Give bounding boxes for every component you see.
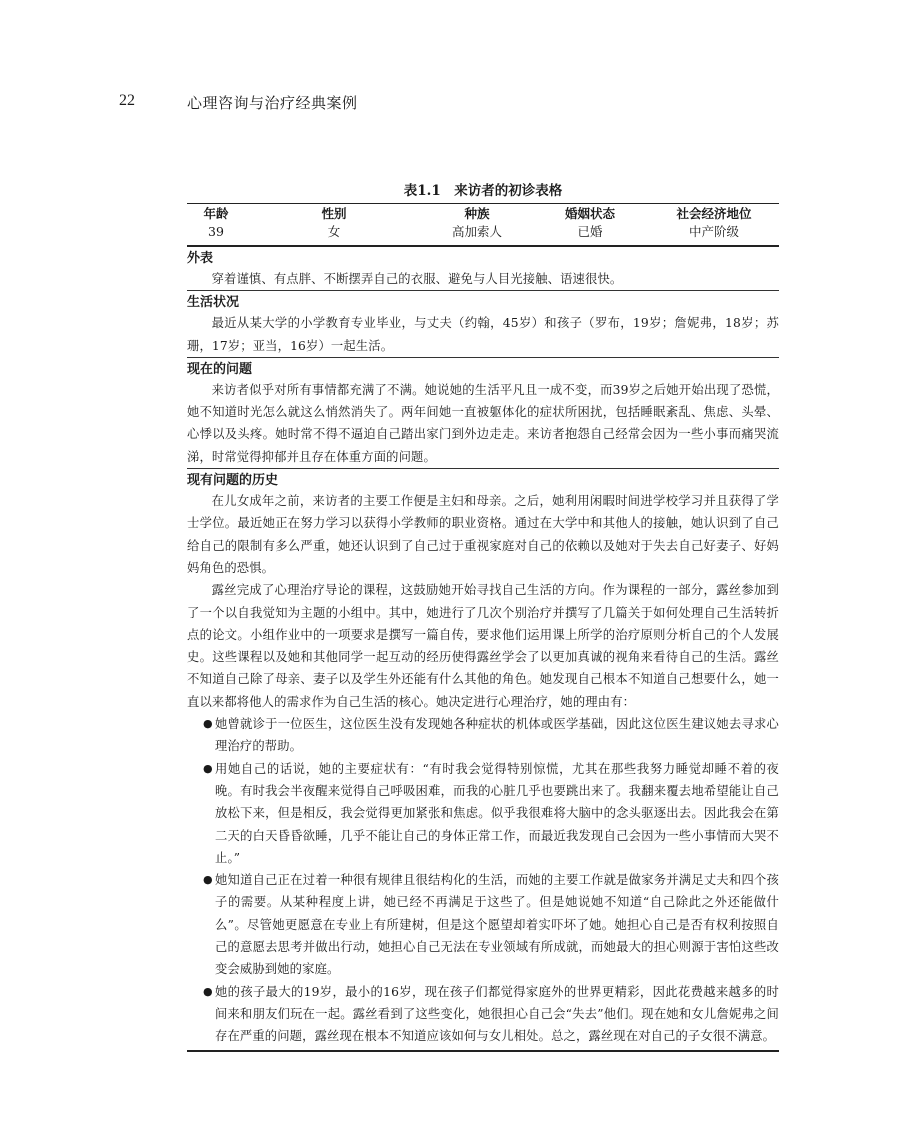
value-marital-status: 已婚 xyxy=(577,224,603,239)
reasons-list xyxy=(187,713,779,1047)
bullet-icon: ● xyxy=(203,717,213,731)
list-item-text: 她曾就诊于一位医生，这位医生没有发现她各种症状的机体或医学基础，因此这位医生建议她去寻求心理治疗的帮助。 xyxy=(215,717,779,754)
section-heading: 现有问题的历史 xyxy=(187,473,279,489)
demographics-header-row xyxy=(187,205,779,223)
list-item xyxy=(205,869,779,980)
table-bottom-rule xyxy=(187,1050,779,1052)
value-age: 39 xyxy=(208,224,224,239)
bullet-icon: ● xyxy=(203,984,213,998)
list-item-text: 她知道自己正在过着一种很有规律且很结构化的生活，而她的主要工作就是做家务并满足丈夫和四个孩子的需要。从某种程度上讲，她已经不再满足于这些了。但是她说她不知道“自己除此之外还能做什么”。尽管她更愿意在专业上有所建树，但是这个愿望却着实吓坏了她。她担心自己是否有权利按照自己的意愿去思考并做出行动，她担心自己无法在专业领域有所成就，而她最大的担心则源于害怕这些改变会威胁到她的家庭。 xyxy=(215,873,779,977)
column-header-marital-status: 婚姻状态 xyxy=(564,206,615,221)
list-item xyxy=(205,981,779,1048)
column-header-age: 年龄 xyxy=(203,206,229,221)
value-ses: 中产阶级 xyxy=(688,224,739,239)
table-caption: 表1.1 来访者的初诊表格 xyxy=(403,183,563,199)
value-gender: 女 xyxy=(327,224,341,239)
column-header-ethnicity: 种族 xyxy=(464,206,490,221)
section-heading: 外表 xyxy=(187,251,214,266)
page-number: 22 xyxy=(119,92,135,109)
section-heading: 现在的问题 xyxy=(187,361,253,377)
section-problem-history xyxy=(187,468,779,1047)
section-heading: 生活状况 xyxy=(187,295,240,311)
column-header-gender: 性别 xyxy=(321,206,347,221)
section-presenting-problem xyxy=(187,357,779,468)
section-living-situation xyxy=(187,290,779,357)
section-paragraph: 来访者似乎对所有事情都充满了不满。她说她的生活平凡且一成不变，而39岁之后她开始出现了恐慌，她不知道时光怎么就这么悄然消失了。两年间她一直被躯体化的症状所困扰，包括睡眠紊乱、焦虑、头晕、心悸以及头疼。她时常不得不逼迫自己踏出家门到外边走走。来访者抱怨自己经常会因为一些小事而痛哭流涕，时常觉得抑郁并且存在体重方面的问题。 xyxy=(187,382,779,464)
table-top-rule xyxy=(187,203,779,204)
list-item xyxy=(205,713,779,758)
value-ethnicity: 高加索人 xyxy=(451,224,502,239)
section-paragraph: 在儿女成年之前，来访者的主要工作便是主妇和母亲。之后，她利用闲暇时间进学校学习并且获得了学士学位。最近她正在努力学习以获得小学教师的职业资格。通过在大学中和其他人的接触，她认识到了自己给自己的限制有多么严重，她还认识到了自己过于重视家庭对自己的依赖以及她对于失去自己好妻子、好妈妈角色的恐惧。 xyxy=(187,494,779,575)
section-paragraph: 最近从某大学的小学教育专业毕业，与丈夫（约翰，45岁）和孩子（罗布，19岁；詹妮弗，18岁；苏珊，17岁；亚当，16岁）一起生活。 xyxy=(187,316,779,353)
section-appearance xyxy=(187,247,779,290)
bullet-icon: ● xyxy=(203,873,213,887)
list-item-text: 用她自己的话说，她的主要症状有：“有时我会觉得特别惊慌，尤其在那些我努力睡觉却睡不着的夜晚。有时我会半夜醒来觉得自己呼吸困难，而我的心脏几乎也要跳出来了。我翻来覆去地希望能让自己放松下来，但是相反，我会觉得更加紧张和焦虑。似乎我很难将大脑中的念头驱逐出去。因此我会在第二天的白天昏昏欲睡，几乎不能让自己的身体正常工作，而最近我发现自己会因为一些小事情而大哭不止。” xyxy=(215,761,779,865)
section-paragraph: 穿着谨慎、有点胖、不断摆弄自己的衣服、避免与人目光接触、语速很快。 xyxy=(211,272,623,286)
column-header-ses: 社会经济地位 xyxy=(676,206,752,221)
list-item xyxy=(205,758,779,869)
intake-table xyxy=(187,181,779,1052)
list-item-text: 她的孩子最大的19岁，最小的16岁，现在孩子们都觉得家庭外的世界更精彩，因此花费越来越多的时间来和朋友们玩在一起。露丝看到了这些变化，她很担心自己会“失去”他们。现在她和女儿詹妮弗之间存在严重的问题，露丝现在根本不知道应该如何与女儿相处。总之，露丝现在对自己的子女很不满意。 xyxy=(215,984,779,1044)
demographics-value-row xyxy=(187,223,779,241)
bullet-icon: ● xyxy=(203,761,213,775)
section-paragraph: 露丝完成了心理治疗导论的课程，这鼓励她开始寻找自己生活的方向。作为课程的一部分，露丝参加到了一个以自我觉知为主题的小组中。其中，她进行了几次个别治疗并撰写了几篇关于如何处理自己生活转折点的论文。小组作业中的一项要求是撰写一篇自传，要求他们运用课上所学的治疗原则分析自己的个人发展史。这些课程以及她和其他同学一起互动的经历使得露丝学会了以更加真诚的视角来看待自己的生活。露丝不知道自己除了母亲、妻子以及学生外还能有什么其他的角色。她发现自己根本不知道自己想要什么，她一直以来都将他人的需求作为自己生活的核心。她决定进行心理治疗，她的理由有： xyxy=(187,583,779,709)
running-header-title: 心理咨询与治疗经典案例 xyxy=(187,94,358,112)
